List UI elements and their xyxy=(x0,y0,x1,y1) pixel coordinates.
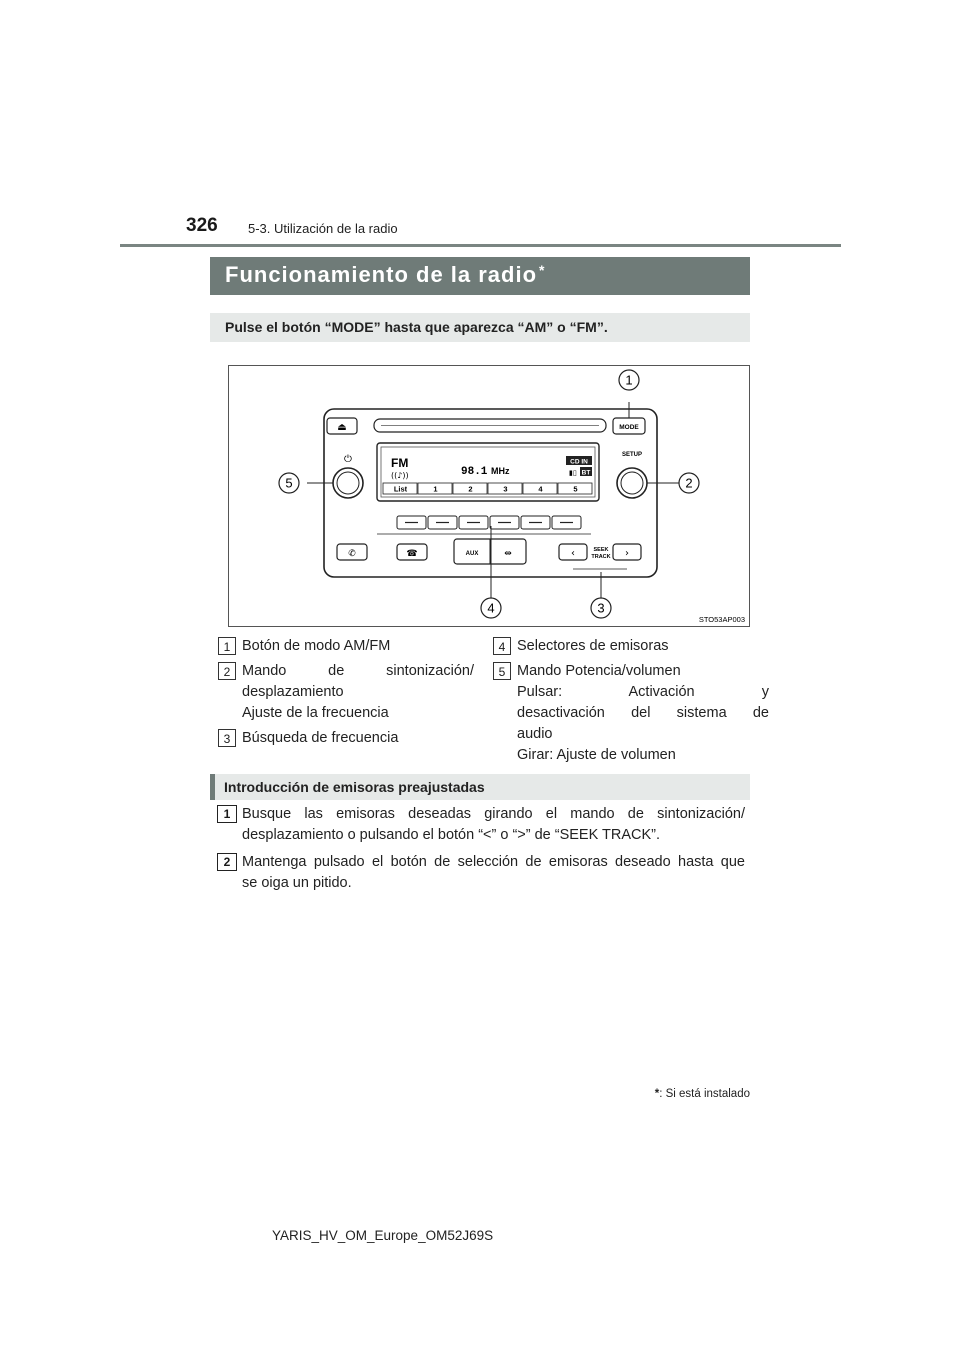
step-1-line-2: desplazamiento o pulsando el botón “<” o “>” de “SEEK TRACK”. xyxy=(242,827,661,843)
footnote xyxy=(655,1088,750,1100)
track-label: TRACK xyxy=(591,554,611,560)
footnote-mark: * xyxy=(654,1088,660,1100)
instruction-text: Pulse el botón “MODE” hasta que aparezca “AM” o “FM”. xyxy=(225,319,608,335)
figure-code: STO53AP003 xyxy=(698,615,745,624)
header-rule xyxy=(120,244,841,247)
asterisk-mark: * xyxy=(539,262,546,278)
band-label: FM xyxy=(391,456,409,470)
callout-number: 5 xyxy=(285,475,293,491)
legend-text-line: Mando Potencia/volumen xyxy=(517,663,681,679)
signal-icon: ▮▯ xyxy=(569,469,577,477)
frequency-unit: MHz xyxy=(491,466,510,476)
aux-label: AUX xyxy=(465,551,479,557)
page-title xyxy=(225,262,546,288)
instruction-box xyxy=(210,313,750,342)
antenna-icon: ((♪)) xyxy=(391,471,409,480)
legend-number: 3 xyxy=(218,729,236,747)
step-2-line-2: se oiga un pitido. xyxy=(242,875,352,891)
radio-figure xyxy=(228,365,750,627)
legend-text-line: Selectores de emisoras xyxy=(517,638,669,654)
bt-label: BT xyxy=(581,469,591,477)
display-preset-label: 2 xyxy=(468,484,473,494)
display-preset-label: 1 xyxy=(433,484,438,494)
eject-icon: ⏏ xyxy=(337,422,347,433)
step-1-line-1: Busque las emisoras deseadas girando el mando de sintonización/ xyxy=(242,806,745,822)
display-preset-label: 5 xyxy=(573,484,578,494)
legend-text-line: desactivación del sistema de xyxy=(517,705,769,721)
legend-text-line: Mando de sintonización/ xyxy=(242,663,474,679)
legend-number: 5 xyxy=(493,662,511,680)
callout-number: 3 xyxy=(597,600,605,616)
power-icon: ⏻ xyxy=(344,454,352,465)
section-title: 5-3. Utilización de la radio xyxy=(248,221,398,236)
step-2-line-1: Mantenga pulsado el botón de selección de emisoras deseado hasta que xyxy=(242,854,745,870)
legend-number: 2 xyxy=(218,662,236,680)
setup-label: SETUP xyxy=(621,452,643,458)
legend-text-line: desplazamiento xyxy=(242,684,344,700)
display-preset-label: 3 xyxy=(503,484,508,494)
seek-label: SEEK xyxy=(593,547,609,553)
subsection-bar xyxy=(210,774,750,800)
frequency-value: 98.1 xyxy=(461,466,488,478)
cd-in-label: CD IN xyxy=(570,458,588,466)
legend-text-line: Botón de modo AM/FM xyxy=(242,638,391,654)
legend-text-line: Pulsar: Activación y xyxy=(517,684,769,700)
chevron-left-icon: ‹ xyxy=(571,548,575,559)
display-preset-label: List xyxy=(393,484,408,494)
hangup-icon: ☎ xyxy=(406,549,418,559)
usb-icon: ⇹ xyxy=(504,549,512,559)
page-number: 326 xyxy=(186,215,218,236)
subsection-mark xyxy=(210,774,215,800)
radio-illustration xyxy=(229,366,749,626)
step-2-number: 2 xyxy=(217,853,237,871)
phone-icon: ✆ xyxy=(348,549,356,559)
legend-text-line: Ajuste de la frecuencia xyxy=(242,705,389,721)
display-preset-label: 4 xyxy=(538,484,543,494)
callout-number: 4 xyxy=(487,600,495,616)
legend-text-line: Girar: Ajuste de volumen xyxy=(517,747,676,763)
legend-text-line: Búsqueda de frecuencia xyxy=(242,730,399,746)
subsection-title: Introducción de emisoras preajustadas xyxy=(224,779,485,795)
title-bar xyxy=(210,257,750,295)
legend-number: 4 xyxy=(493,637,511,655)
document-footer: YARIS_HV_OM_Europe_OM52J69S xyxy=(272,1228,494,1243)
tuning-knob-inner xyxy=(621,472,643,494)
legend-number: 1 xyxy=(218,637,236,655)
callout-number: 1 xyxy=(625,372,633,388)
step-1-number: 1 xyxy=(217,805,237,823)
power-knob-inner xyxy=(337,472,359,494)
page-title-text: Funcionamiento de la radio xyxy=(225,262,538,287)
footnote-text: : Si está instalado xyxy=(659,1088,750,1100)
mode-button-label: MODE xyxy=(619,424,639,431)
chevron-right-icon: › xyxy=(625,548,629,559)
legend-text-line: audio xyxy=(517,726,553,742)
callout-number: 2 xyxy=(685,475,693,491)
